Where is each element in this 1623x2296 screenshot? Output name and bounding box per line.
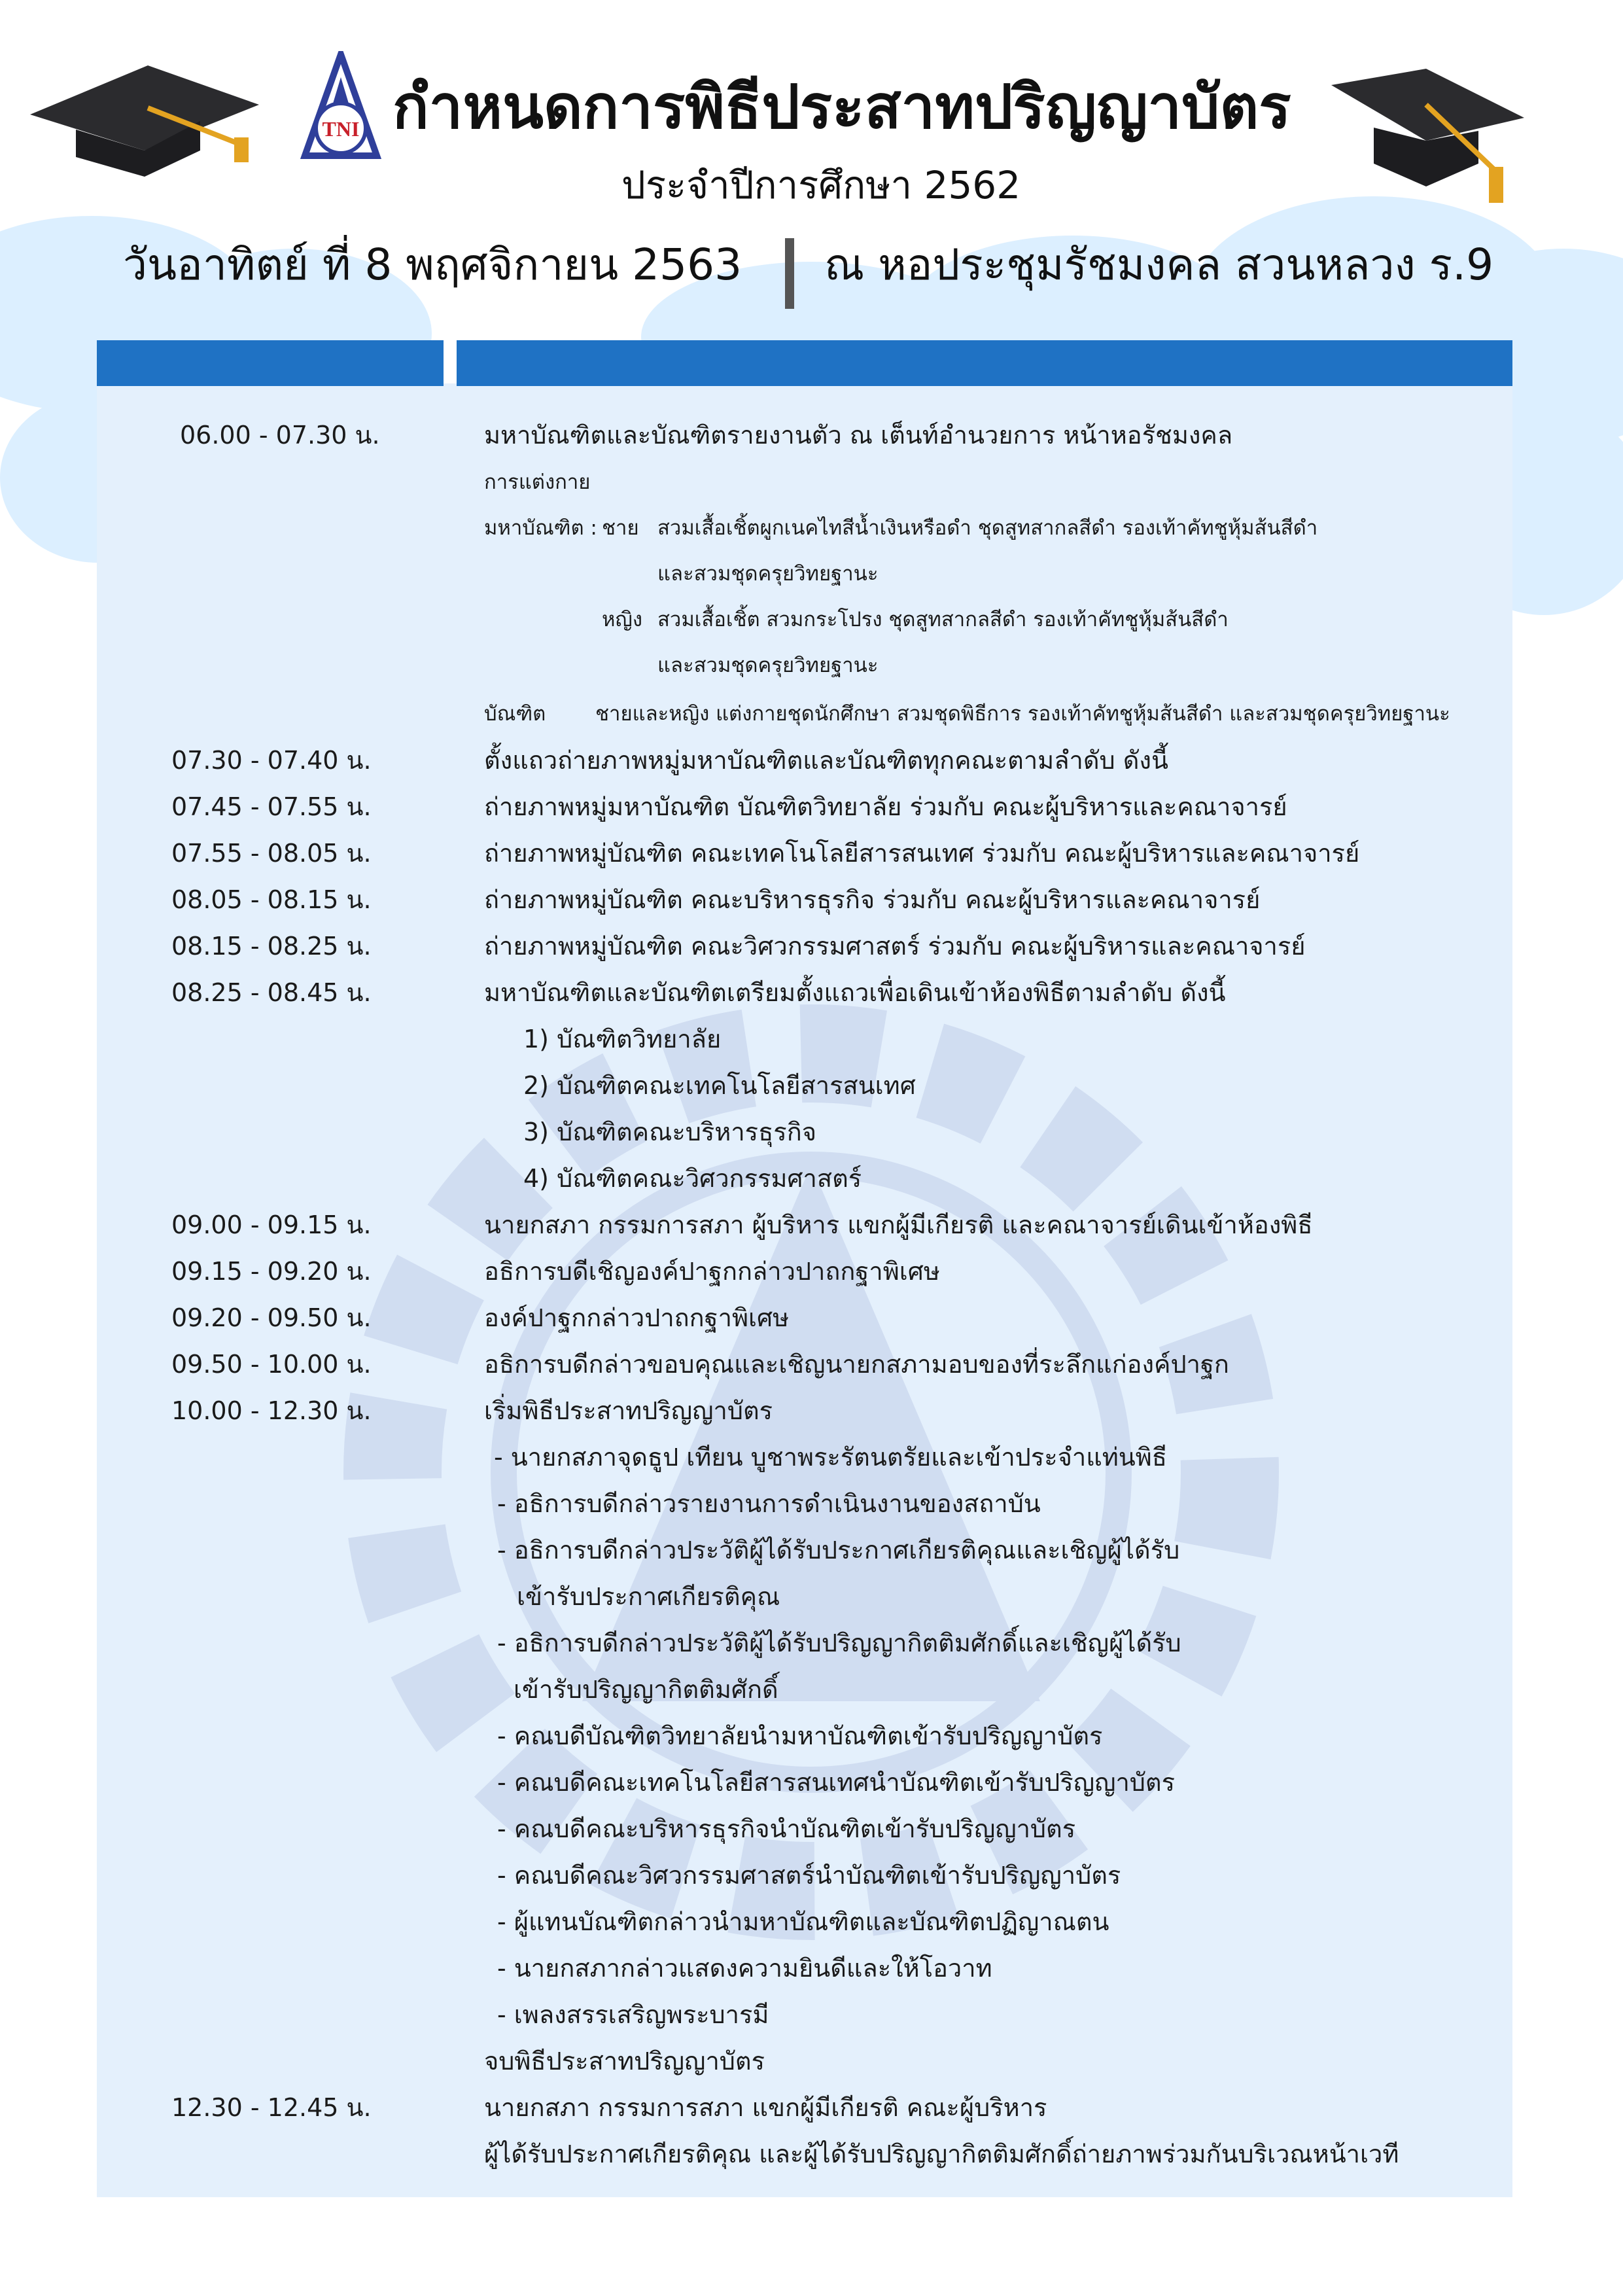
activity: นายกสภา กรรมการสภา ผู้บริหาร แขกผู้มีเกียรติ และคณาจารย์เดินเข้าห้องพิธี <box>484 1210 1313 1239</box>
activity: ถ่ายภาพหมู่บัณฑิต คณะวิศวกรรมศาสตร์ ร่วมกับ คณะผู้บริหารและคณาจารย์ <box>484 932 1306 961</box>
time-slot: 08.15 - 08.25 น. <box>171 932 372 961</box>
dress-code-text: และสวมชุดครุยวิทยฐานะ <box>657 654 879 677</box>
activity: ถ่ายภาพหมู่มหาบัณฑิต บัณฑิตวิทยาลัย ร่วมกับ คณะผู้บริหารและคณาจารย์ <box>484 792 1287 821</box>
time-slot: 12.30 - 12.45 น. <box>171 2093 372 2122</box>
time-slot: 10.00 - 12.30 น. <box>171 1396 372 1425</box>
time-slot: 09.20 - 09.50 น. <box>171 1303 372 1332</box>
time-slot: 07.45 - 07.55 น. <box>171 792 372 821</box>
event-venue: ณ หอประชุมรัชมงคล สวนหลวง ร.9 <box>824 239 1494 290</box>
list-item: - คณบดีบัณฑิตวิทยาลัยนำมหาบัณฑิตเข้ารับปริญญาบัตร <box>497 1722 1103 1750</box>
list-item: - อธิการบดีกล่าวประวัติผู้ได้รับปริญญากิตติมศักดิ์และเชิญผู้ได้รับ <box>497 1629 1181 1657</box>
activity-column-header <box>457 340 1512 386</box>
list-item: 1) บัณฑิตวิทยาลัย <box>523 1025 722 1053</box>
time-slot: 07.30 - 07.40 น. <box>171 746 372 775</box>
time-slot: 08.05 - 08.15 น. <box>171 885 372 914</box>
list-item: - เพลงสรรเสริญพระบารมี <box>497 2000 769 2029</box>
activity: ตั้งแถวถ่ายภาพหมู่มหาบัณฑิตและบัณฑิตทุกคณะตามลำดับ ดังนี้ <box>484 746 1168 775</box>
time-slot: 06.00 - 07.30 น. <box>180 421 380 450</box>
graduation-cap-icon <box>24 52 266 177</box>
event-date: วันอาทิตย์ ที่ 8 พฤศจิกายน 2563 <box>123 239 742 290</box>
dress-code-bachelor: บัณฑิต <box>484 702 546 726</box>
activity: องค์ปาฐกกล่าวปาถกฐาพิเศษ <box>484 1303 790 1332</box>
activity: มหาบัณฑิตและบัณฑิตเตรียมตั้งแถวเพื่อเดินเข้าห้องพิธีตามลำดับ ดังนี้ <box>484 978 1226 1007</box>
dress-code-text: สวมเสื้อเชิ้ต สวมกระโปรง ชุดสูทสากลสีดำ รองเท้าคัทชูหุ้มส้นสีดำ <box>657 608 1229 631</box>
header-divider <box>785 238 794 309</box>
logo-text: TNI <box>322 117 360 141</box>
dress-code-male: ชาย <box>602 516 639 540</box>
time-slot: 09.15 - 09.20 น. <box>171 1257 372 1286</box>
list-item: 2) บัณฑิตคณะเทคโนโลยีสารสนเทศ <box>523 1071 916 1100</box>
list-item: - อธิการบดีกล่าวประวัติผู้ได้รับประกาศเกียรติคุณและเชิญผู้ได้รับ <box>497 1536 1180 1564</box>
time-slot: 07.55 - 08.05 น. <box>171 839 372 868</box>
time-slot: 09.00 - 09.15 น. <box>171 1210 372 1239</box>
list-item: เข้ารับปริญญากิตติมศักดิ์ <box>514 1675 778 1704</box>
dress-code-female: หญิง <box>602 608 642 631</box>
dress-code-title: การแต่งกาย <box>484 470 591 494</box>
list-item: - คณบดีคณะบริหารธุรกิจนำบัณฑิตเข้ารับปริญญาบัตร <box>497 1814 1076 1843</box>
activity: ถ่ายภาพหมู่บัณฑิต คณะบริหารธุรกิจ ร่วมกับ คณะผู้บริหารและคณาจารย์ <box>484 885 1261 914</box>
activity: นายกสภา กรรมการสภา แขกผู้มีเกียรติ คณะผู้บริหาร <box>484 2093 1047 2122</box>
page-title: กำหนดการพิธีประสาทปริญญาบัตร <box>393 72 1291 142</box>
time-slot: 08.25 - 08.45 น. <box>171 978 372 1007</box>
list-item: 3) บัณฑิตคณะบริหารธุรกิจ <box>523 1118 816 1146</box>
list-item: - นายกสภาจุดธูป เทียน บูชาพระรัตนตรัยและเข้าประจำแท่นพิธี <box>494 1443 1167 1472</box>
list-item: 4) บัณฑิตคณะวิศวกรรมศาสตร์ <box>523 1164 862 1193</box>
list-item: - คณบดีคณะเทคโนโลยีสารสนเทศนำบัณฑิตเข้ารับปริญญาบัตร <box>497 1768 1176 1797</box>
activity: อธิการบดีเชิญองค์ปาฐกกล่าวปาถกฐาพิเศษ <box>484 1257 940 1286</box>
dress-code-text: และสวมชุดครุยวิทยฐานะ <box>657 562 879 586</box>
activity: ถ่ายภาพหมู่บัณฑิต คณะเทคโนโลยีสารสนเทศ ร่วมกับ คณะผู้บริหารและคณาจารย์ <box>484 839 1360 868</box>
list-item: - คณบดีคณะวิศวกรรมศาสตร์นำบัณฑิตเข้ารับปริญญาบัตร <box>497 1861 1121 1890</box>
page-subtitle: ประจำปีการศึกษา 2562 <box>621 163 1021 207</box>
activity: ผู้ได้รับประกาศเกียรติคุณ และผู้ได้รับปริญญากิตติมศักดิ์ถ่ายภาพร่วมกันบริเวณหน้าเวที <box>484 2140 1399 2168</box>
list-item: - ผู้แทนบัณฑิตกล่าวนำมหาบัณฑิตและบัณฑิตปฏิญาณตน <box>497 1907 1109 1936</box>
dress-code-text: สวมเสื้อเชิ้ตผูกเนคไทสีน้ำเงินหรือดำ ชุดสูทสากลสีดำ รองเท้าคัทชูหุ้มส้นสีดำ <box>657 516 1318 540</box>
dress-code-master: มหาบัณฑิต : <box>484 516 597 540</box>
activity: เริ่มพิธีประสาทปริญญาบัตร <box>484 1396 773 1425</box>
activity: จบพิธีประสาทปริญญาบัตร <box>484 2047 765 2075</box>
graduation-cap-icon <box>1328 65 1531 209</box>
activity: มหาบัณฑิตและบัณฑิตรายงานตัว ณ เต็นท์อำนวยการ หน้าหอรัชมงคล <box>484 421 1233 450</box>
list-item: เข้ารับประกาศเกียรติคุณ <box>517 1582 780 1611</box>
activity: อธิการบดีกล่าวขอบคุณและเชิญนายกสภามอบของที่ระลึกแก่องค์ปาฐก <box>484 1350 1229 1379</box>
time-slot: 09.50 - 10.00 น. <box>171 1350 372 1379</box>
list-item: - อธิการบดีกล่าวรายงานการดำเนินงานของสถาบัน <box>497 1489 1041 1518</box>
time-column-header <box>97 340 444 386</box>
list-item: - นายกสภากล่าวแสดงความยินดีและให้โอวาท <box>497 1954 992 1983</box>
tni-logo-icon <box>298 51 383 162</box>
dress-code-text: ชายและหญิง แต่งกายชุดนักศึกษา สวมชุดพิธีการ รองเท้าคัทชูหุ้มส้นสีดำ และสวมชุดครุยวิทยฐานะ <box>595 702 1450 726</box>
